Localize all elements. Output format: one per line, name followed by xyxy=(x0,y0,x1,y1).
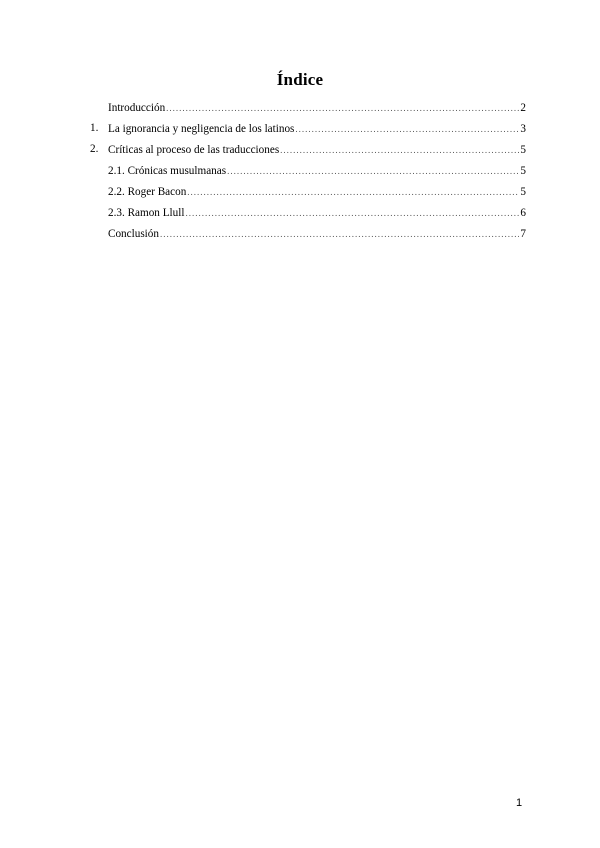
page-number: 1 xyxy=(516,797,523,809)
toc-leader-dots xyxy=(187,185,519,199)
toc-entry-label: La ignorancia y negligencia de los latinos xyxy=(108,123,295,135)
toc-leader-dots xyxy=(185,206,519,220)
toc-entry-ramon-llull[interactable] xyxy=(108,202,526,220)
toc-leader-dots xyxy=(280,143,519,157)
toc-entry-number: 1. xyxy=(90,122,99,134)
toc-entry-label: Conclusión xyxy=(108,228,159,240)
toc-leader-dots xyxy=(166,101,519,115)
toc-entry-label: Introducción xyxy=(108,102,166,114)
toc-entry-page: 5 xyxy=(520,186,526,198)
toc-entry-page: 2 xyxy=(520,102,526,114)
toc-entry-label: Críticas al proceso de las traducciones xyxy=(108,144,280,156)
toc-entry-page: 5 xyxy=(520,144,526,156)
toc-leader-dots xyxy=(295,122,519,136)
toc-entry-ignorancia[interactable] xyxy=(108,118,526,136)
toc-entry-roger-bacon[interactable] xyxy=(108,181,526,199)
toc-entry-conclusion[interactable] xyxy=(108,223,526,241)
toc-entry-page: 6 xyxy=(520,207,526,219)
toc-entry-page: 3 xyxy=(520,123,526,135)
toc-title: Índice xyxy=(276,70,324,89)
toc-entry-cronicas[interactable] xyxy=(108,160,526,178)
toc-entry-page: 7 xyxy=(520,228,526,240)
toc-leader-dots xyxy=(160,227,519,241)
toc-entry-criticas[interactable] xyxy=(108,139,526,157)
toc-entry-number: 2. xyxy=(90,143,99,155)
toc-entry-label: 2.2. Roger Bacon xyxy=(108,186,187,198)
toc-entry-introduccion[interactable] xyxy=(108,97,526,115)
toc-entry-page: 5 xyxy=(520,165,526,177)
toc-leader-dots xyxy=(227,164,519,178)
toc-entry-label: 2.3. Ramon Llull xyxy=(108,207,185,219)
toc-entry-label: 2.1. Crónicas musulmanas xyxy=(108,165,227,177)
